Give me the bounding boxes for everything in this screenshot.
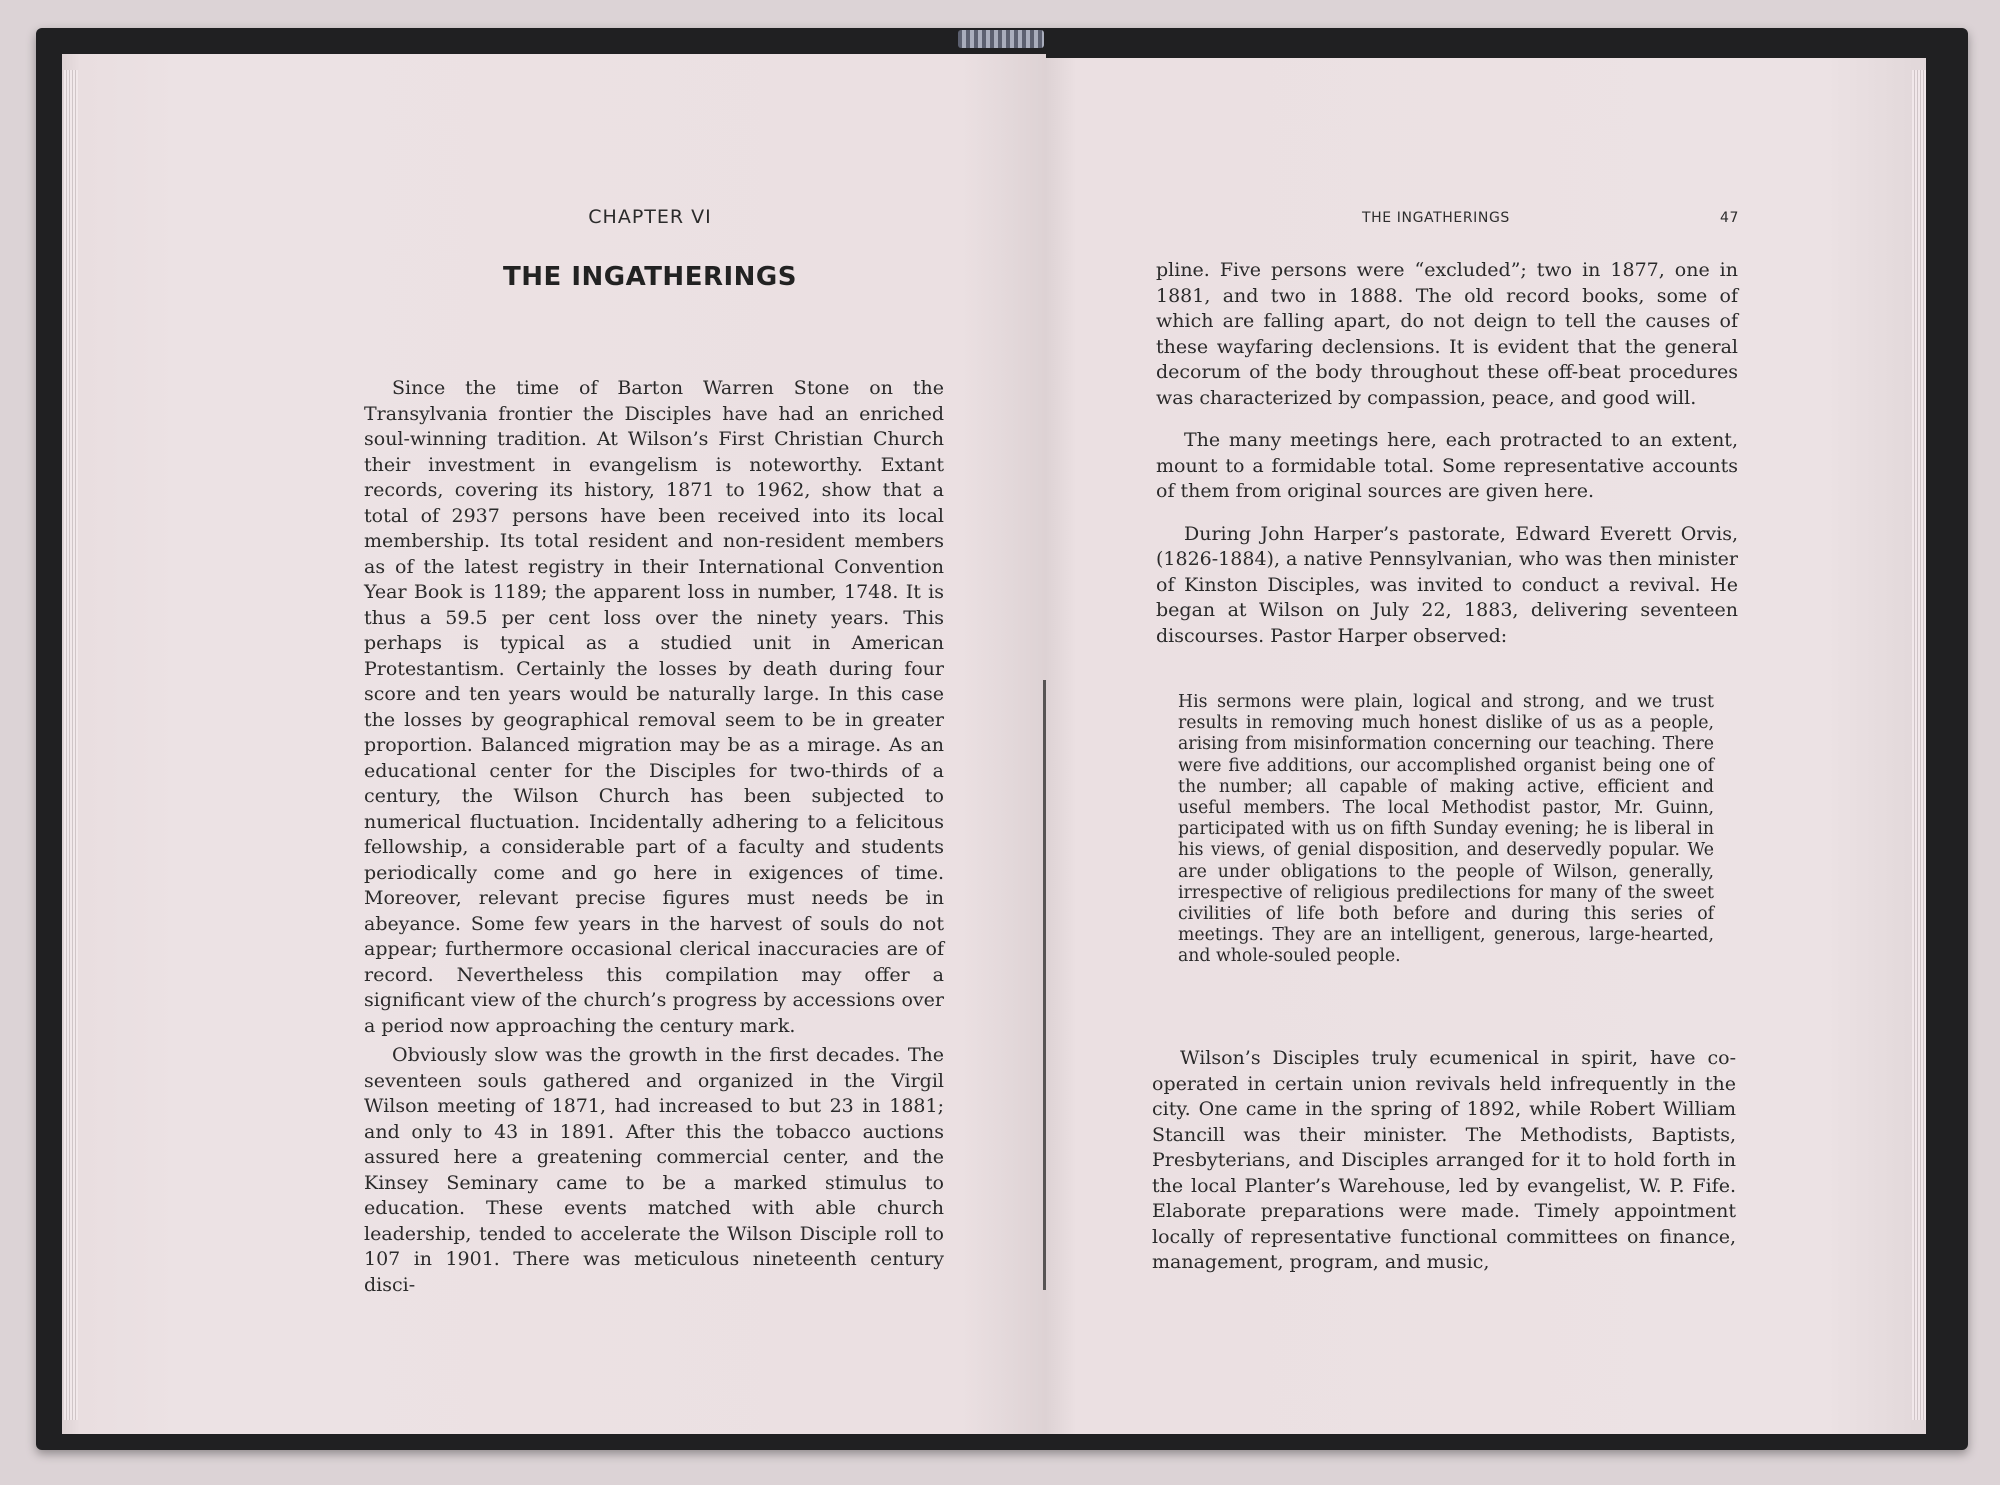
gutter-shadow (1043, 680, 1046, 1290)
chapter-title: THE INGATHERINGS (503, 262, 797, 292)
block-quote: His sermons were plain, logical and strong, and we trust results in removing much honest dislike of us as a people, arising from misinformation concerning our teaching. There were five additions, our accomplished organist being one of the number; all capable of making active, efficient and useful members. The local Methodist pastor, Mr. Guinn, participated with us on fifth Sunday evening; he is liberal in his views, of genial disposition, and deservedly popular. We are under obligations to the people of Wilson, generally, irrespective of religious predilections for many of the sweet civilities of life both before and during this series of meetings. They are an intelligent, generous, large-hearted, and whole-souled people. (1178, 692, 1714, 967)
page-number: 47 (1720, 210, 1740, 226)
spine-headband (958, 30, 1044, 48)
right-paragraph-2: The many meetings here, each protracted to an extent, mount to a formidable total. Some representative accounts of them from original sources are given here. (1156, 429, 1738, 502)
right-paragraph-4: Wilson’s Disciples truly ecumenical in spirit, have co-operated in certain union revivals held infrequently in the city. One came in the spring of 1892, while Robert William Stancill was their minister. The Methodists, Baptists, Presbyterians, and Disciples arranged for it to hold forth in the local Planter’s Warehouse, led by evangelist, W. P. Fife. Elaborate preparations were made. Timely appointment locally of representative functional committees on finance, management, program, and music, (1152, 1047, 1736, 1273)
chapter-label: CHAPTER VI (588, 206, 712, 228)
right-paragraph-1: pline. Five persons were “excluded”; two in 1877, one in 1881, and two in 1888. The old record books, some of which are falling apart, do not deign to tell the causes of these wayfaring declensions. It is evident that the general decorum of the body throughout these off-beat procedures was characterized by compassion, peace, and good will. (1156, 259, 1738, 409)
left-body-text (364, 376, 944, 1298)
right-body-text-bottom (1152, 1046, 1736, 1276)
right-body-text-top (1156, 258, 1738, 649)
right-paragraph-3: During John Harper’s pastorate, Edward Everett Orvis, (1826-1884), a native Pennsylvanian, who was then minister of Kinston Disciples, was invited to conduct a revival. He began at Wilson on July 22, 1883, delivering seventeen discourses. Pastor Harper observed: (1156, 522, 1738, 647)
left-paragraph-1: Since the time of Barton Warren Stone on the Transylvania frontier the Disciples have had an enriched soul-winning tradition. At Wilson’s First Christian Church their investment in evangelism is noteworthy. Extant records, covering its history, 1871 to 1962, show that a total of 2937 persons have been received into its local membership. Its total resident and non-resident members as of the latest registry in their International Convention Year Book is 1189; the apparent loss in number, 1748. It is thus a 59.5 per cent loss over the ninety years. This perhaps is typical as a studied unit in American Protestantism. Certainly the losses by death during four score and ten years would be naturally large. In this case the losses by geographical removal seem to be in greater proportion. Balanced migration may be as a mirage. As an educational center for the Disciples for two-thirds of a century, the Wilson Church has been subjected to numerical fluctuation. Incidentally adhering to a felicitous fellowship, a considerable part of a faculty and students periodically come and go here in exigences of time. Moreover, relevant precise figures must needs be in abeyance. Some few years in the harvest of souls do not appear; furthermore occasional clerical inaccuracies are of record. Nevertheless this compilation may offer a significant view of the church’s progress by accessions over a period now approaching the century mark. (364, 377, 944, 1037)
left-page-edges (64, 70, 78, 1420)
right-page-edges (1912, 70, 1926, 1420)
left-paragraph-2: Obviously slow was the growth in the first decades. The seventeen souls gathered and organized in the Virgil Wilson meeting of 1871, had increased to but 23 in 1881; and only to 43 in 1891. After this the tobacco auctions assured here a greatening commercial center, and the Kinsey Seminary came to be a marked stimulus to education. These events matched with able church leadership, tended to accelerate the Wilson Disciple roll to 107 in 1901. There was meticulous nineteenth century disci- (364, 1044, 944, 1296)
running-head: THE INGATHERINGS (1362, 210, 1510, 226)
